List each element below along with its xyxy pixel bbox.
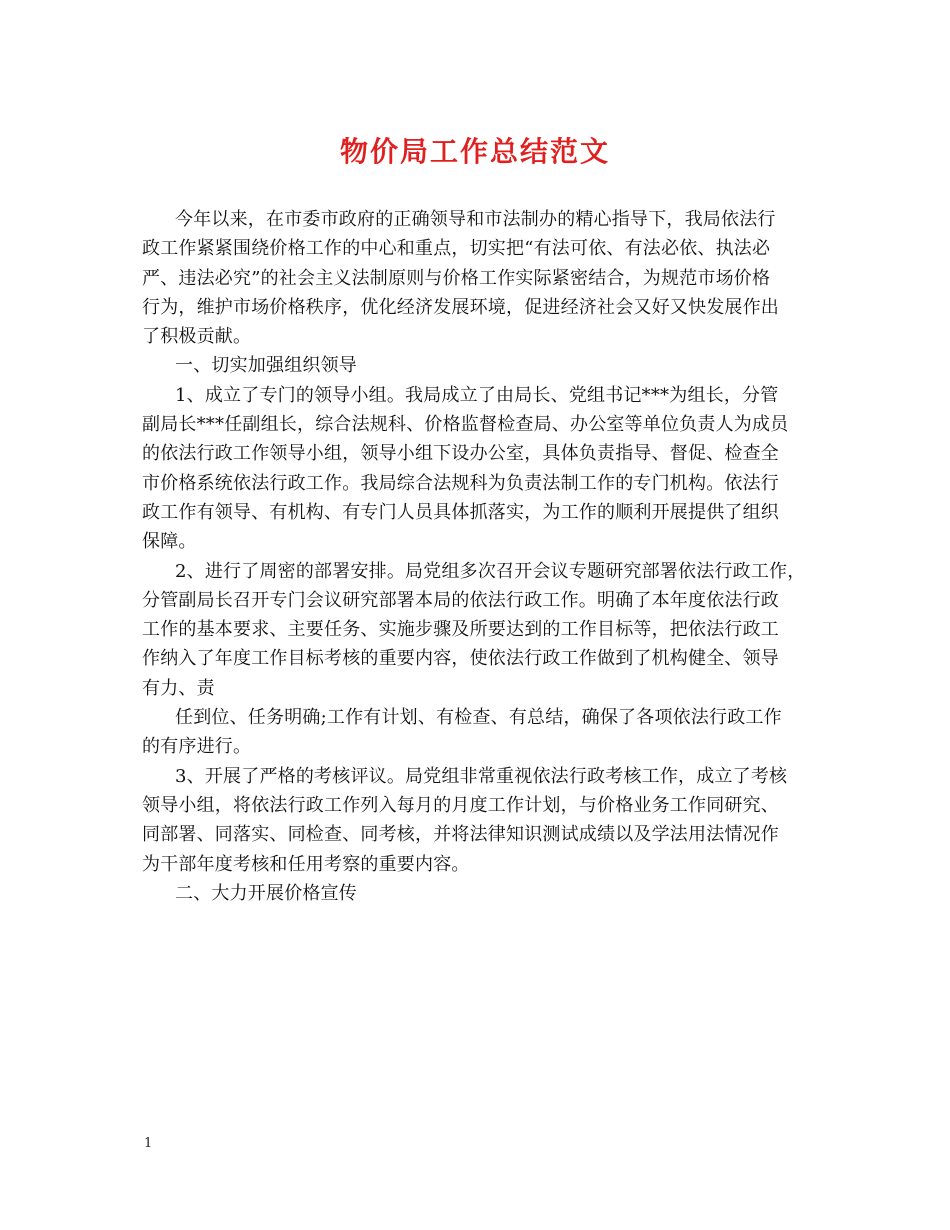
paragraph-line: 政工作有领导、有机构、有专门人员具体抓落实，为工作的顺利开展提供了组织 (142, 501, 779, 523)
paragraph-line: 工作的基本要求、主要任务、实施步骤及所要达到的工作目标等，把依法行政工 (142, 619, 779, 641)
paragraph-line: 市价格系统依法行政工作。我局综合法规科为负责法制工作的专门机构。依法行 (142, 472, 779, 494)
paragraph-line: 了积极贡献。 (142, 326, 252, 348)
paragraph-line: 行为，维护市场价格秩序，优化经济发展环境，促进经济社会又好又快发展作出 (142, 296, 779, 318)
paragraph-line: 领导小组，将依法行政工作列入每月的月度工作计划，与价格业务工作同研究、 (142, 794, 779, 816)
paragraph-line: 为干部年度考核和任用考察的重要内容。 (142, 853, 470, 875)
paragraph-line: 副局长***任副组长，综合法规科、价格监督检查局、办公室等单位负责人为成员 (142, 414, 789, 436)
page-number: 1 (144, 1136, 153, 1151)
paragraph-line: 有力、责 (142, 677, 215, 699)
paragraph-line: 分管副局长召开专门会议研究部署本局的依法行政工作。明确了本年度依法行政 (142, 589, 779, 611)
paragraph-line: 同部署、同落实、同检查、同考核，并将法律知识测试成绩以及学法用法情况作 (142, 824, 779, 846)
section-heading: 二、大力开展价格宣传 (175, 882, 357, 904)
paragraph-line: 1、成立了专门的领导小组。我局成立了由局长、党组书记***为组长，分管 (175, 384, 779, 406)
paragraph-line: 的依法行政工作领导小组，领导小组下设办公室，具体负责指导、督促、检查全 (142, 443, 779, 465)
paragraph-line: 政工作紧紧围绕价格工作的中心和重点，切实把“有法可依、有法必依、执法必 (142, 238, 771, 260)
document-title: 物价局工作总结范文 (339, 135, 610, 168)
paragraph-line: 严、违法必究”的社会主义法制原则与价格工作实际紧密结合，为规范市场价格 (142, 267, 771, 289)
paragraph-line: 的有序进行。 (142, 736, 252, 758)
paragraph-line: 2、进行了周密的部署安排。局党组多次召开会议专题研究部署依法行政工作， (175, 560, 806, 582)
paragraph-line: 作纳入了年度工作目标考核的重要内容，使依法行政工作做到了机构健全、领导 (142, 648, 779, 670)
paragraph-line: 今年以来，在市委市政府的正确领导和市法制办的精心指导下，我局依法行 (175, 209, 776, 230)
paragraph-line: 保障。 (142, 531, 197, 553)
section-heading: 一、切实加强组织领导 (175, 355, 357, 377)
document-body (142, 205, 812, 908)
paragraph-line: 3、开展了严格的考核评议。局党组非常重视依法行政考核工作，成立了考核 (175, 765, 788, 787)
paragraph-line: 任到位、任务明确;工作有计划、有检查、有总结，确保了各项依法行政工作 (175, 707, 782, 729)
